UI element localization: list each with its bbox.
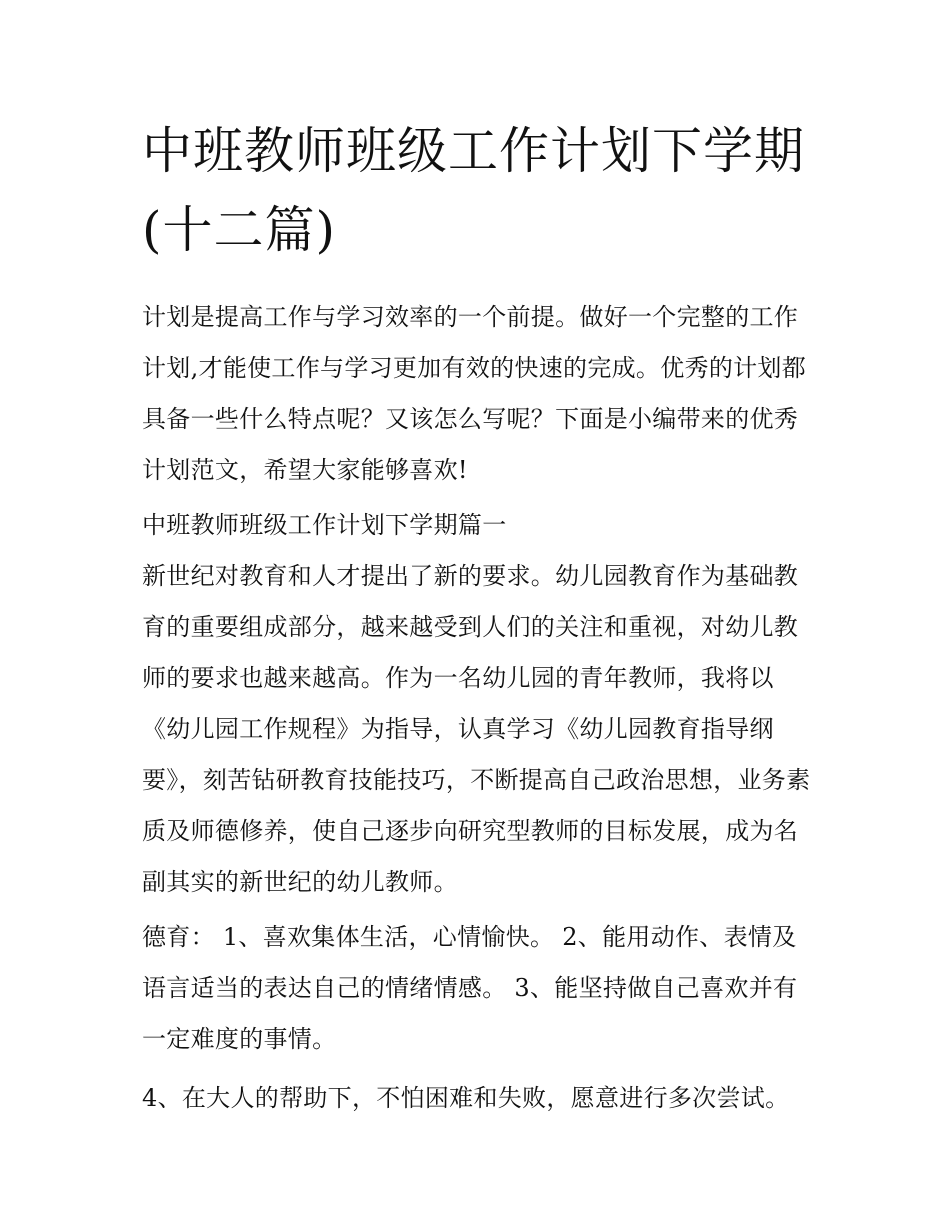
section-heading: 中班教师班级工作计划下学期篇一: [142, 511, 507, 539]
body-paragraph: 4、在大人的帮助下，不怕困难和失败，愿意进行多次尝试。: [142, 1084, 790, 1112]
moral-education-paragraph: 德育： 1、喜欢集体生活，心情愉快。 2、能用动作、表情及语言适当的表达自己的情绪情感。 3、能坚持做自己喜欢并有一定难度的事情。: [142, 923, 798, 1053]
body-paragraph: 新世纪对教育和人才提出了新的要求。幼儿园教育作为基础教育的重要组成部分，越来越受到人们的关注和重视，对幼儿教师的要求也越来越高。作为一名幼儿园的青年教师，我将以《幼儿园工作规程》为指导，认真学习《幼儿园教育指导纲要》，刻苦钻研教育技能技巧，不断提高自己政治思想，业务素质及师德修养，使自己逐步向研究型教师的目标发展，成为名副其实的新世纪的幼儿教师。: [142, 562, 811, 896]
intro-paragraph: 计划是提高工作与学习效率的一个前提。做好一个完整的工作计划,才能使工作与学习更加有效的快速的完成。优秀的计划都具备一些什么特点呢？又该怎么写呢？下面是小编带来的优秀计划范文，希望大家能够喜欢!: [142, 303, 807, 484]
document-title: 中班教师班级工作计划下学期(十二篇): [142, 122, 805, 259]
